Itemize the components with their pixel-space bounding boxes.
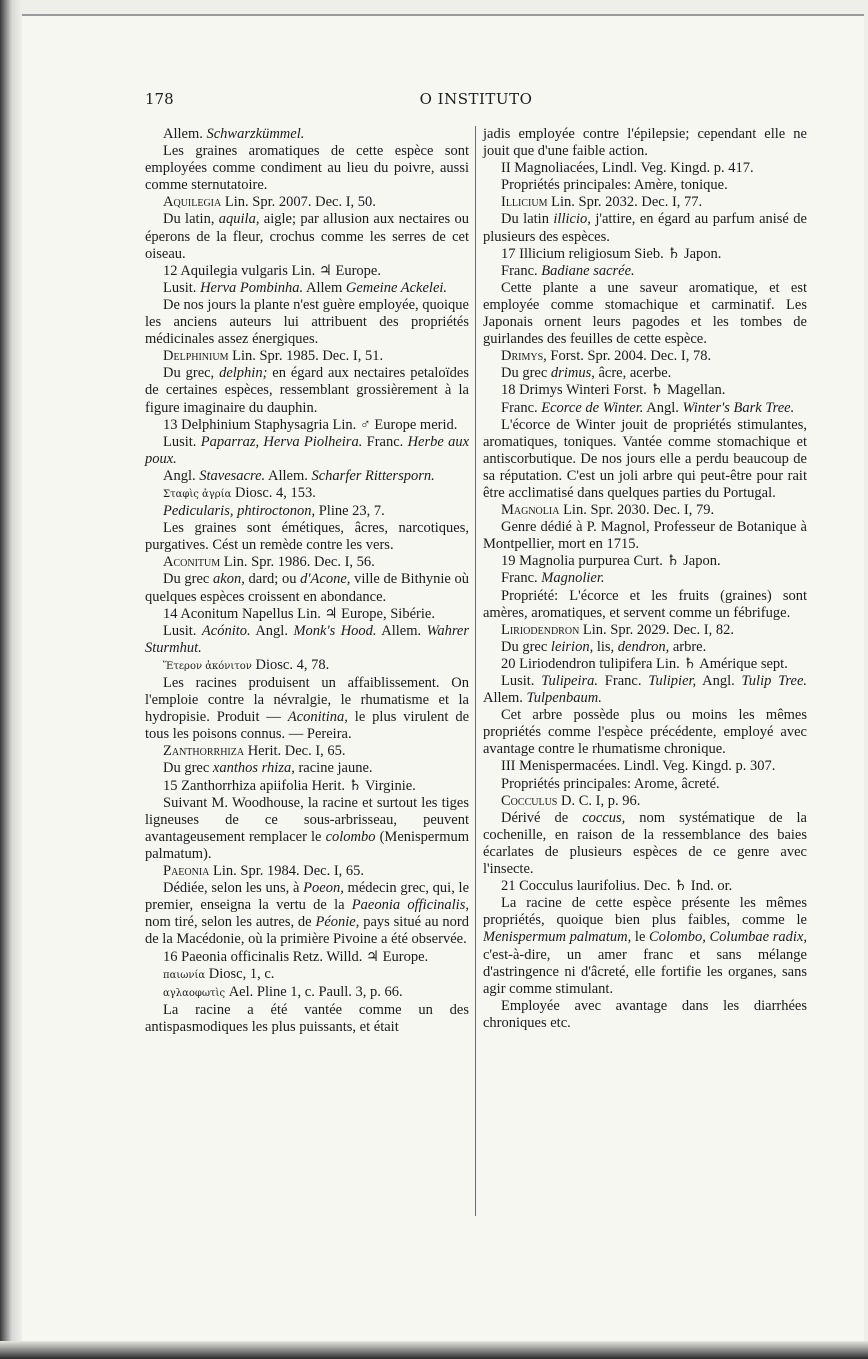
paragraph: L'écorce de Winter jouit de propriétés stimulantes, aromatiques, toniques. Vantée comme stomachique et antiscorbutique. De nos jours elle a perdu beaucoup de sa réputation. C'est un joli arbre qui peut-être pour rait être acclimatisé dans quelques parties du Portugal.	[483, 416, 807, 501]
running-header	[145, 90, 807, 112]
paragraph: Zanthorrhiza Herit. Dec. I, 65.	[163, 743, 346, 760]
paragraph: Du grec xanthos rhiza, racine jaune.	[163, 760, 373, 777]
paragraph: Lusit. Paparraz, Herva Piolheira. Franc. Herbe aux poux.	[145, 433, 470, 467]
paragraph: Cette plante a une saveur aromatique, et est employée comme stomachique et carminatif. Les Japonais ornent leurs pagodes et les tombes de guirlandes des feuilles de cette espèce.	[483, 279, 807, 348]
paragraph: Du latin illicio, j'attire, en égard au parfum anisé de plusieurs des espèces.	[483, 211, 807, 245]
paragraph: 13 Delphinium Staphysagria Lin. ♂ Europe merid.	[163, 416, 458, 433]
paragraph: Σταφὶς ἀγρία Diosc. 4, 153.	[163, 484, 316, 501]
paragraph: Franc. Ecorce de Winter. Angl. Winter's Bark Tree.	[501, 399, 795, 416]
paragraph: Suivant M. Woodhouse, la racine et surtout les tiges ligneuses de ce sous-arbrisseau, peuvent avantageusement remplacer le colombo (Menispermum palmatum).	[145, 794, 469, 862]
paragraph: 21 Cocculus laurifolius. Dec. ♄ Ind. or.	[501, 878, 733, 895]
paragraph: Allem. Schwarzkümmel.	[163, 126, 305, 142]
paragraph: 12 Aquilegia vulgaris Lin. ♃ Europe.	[163, 262, 381, 279]
paragraph: La racine de cette espèce présente les mêmes propriétés, quoique bien plus faibles, comme le Menispermum palmatum, le Colombo, Columbae radix, c'est-à-dire, un amer franc et sans mélange d'astringence ni d'âcreté, elle fortifie les organes, sans agir comme stimulant.	[483, 895, 808, 997]
paragraph: jadis employée contre l'épilepsie; cependant elle ne jouit que d'une faible action.	[483, 126, 807, 160]
paragraph: Les graines aromatiques de cette espèce sont employées comme condiment au lieu du poivre, aussi comme sternutatoire.	[145, 143, 469, 194]
paragraph: Du grec akon, dard; ou d'Acone, ville de Bithynie où quelques espèces croissent en abondance.	[145, 571, 469, 605]
paragraph: III Menispermacées. Lindl. Veg. Kingd. p. 307.	[501, 758, 776, 775]
paragraph: 15 Zanthorrhiza apiifolia Herit. ♄ Virginie.	[163, 777, 416, 794]
paragraph: Lusit. Acónito. Angl. Monk's Hood. Allem. Wahrer Sturmhut.	[145, 622, 470, 656]
paragraph: Les graines sont émétiques, âcres, narcotiques, purgatives. Cést un remède contre les vers.	[145, 520, 469, 554]
paragraph: Propriétés principales: Amère, tonique.	[501, 177, 728, 194]
scan-bottom-edge	[0, 1341, 868, 1359]
paragraph: Du grec, delphin; en égard aux nectaires petaloïdes de certaines espèces, ressemblant grossièrement à la figure imaginaire du dauphin.	[145, 365, 469, 416]
page-number: 178	[145, 90, 174, 108]
paragraph: Aquilegia Lin. Spr. 2007. Dec. I, 50.	[163, 194, 376, 211]
paragraph: Dérivé de coccus, nom systématique de la cochenille, en raison de la ressemblance des baies écarlates de plusieurs espèces de ce genre avec l'insecte.	[483, 809, 807, 878]
paragraph: Ἕτερον ἀκόνιτον Diosc. 4, 78.	[163, 656, 330, 673]
paragraph: 19 Magnolia purpurea Curt. ♄ Japon.	[501, 553, 721, 570]
paragraph: 20 Liriodendron tulipifera Lin. ♄ Amérique sept.	[501, 655, 788, 672]
paragraph: Lusit. Herva Pombinha. Allem Gemeine Ackelei.	[163, 279, 448, 296]
paragraph: Propriété: L'écorce et les fruits (graines) sont amères, aromatiques, et servent comme un fébrifuge.	[483, 587, 807, 621]
paragraph: Angl. Stavesacre. Allem. Scharfer Rittersporn.	[163, 467, 435, 484]
paragraph: De nos jours la plante n'est guère employée, quoique les anciens auteurs lui attribuent des propriétés médicinales assez énergiques.	[145, 296, 469, 348]
paragraph: παιωνία Diosc, 1, c.	[163, 965, 275, 982]
paragraph: Du grec leirion, lis, dendron, arbre.	[501, 638, 707, 655]
paragraph: Lusit. Tulipeira. Franc. Tulipier, Angl. Tulip Tree. Allem. Tulpenbaum.	[483, 673, 808, 707]
paragraph: Franc. Badiane sacrée.	[501, 262, 635, 279]
paragraph: Illicium Lin. Spr. 2032. Dec. I, 77.	[501, 194, 703, 211]
right-text-column	[483, 126, 807, 1032]
paragraph: 14 Aconitum Napellus Lin. ♃ Europe, Sibérie.	[163, 605, 435, 622]
paragraph: Aconitum Lin. Spr. 1986. Dec. I, 56.	[163, 554, 375, 571]
paragraph: αγλαοφωτὶς Ael. Pline 1, c. Paull. 3, p. 66.	[163, 983, 403, 1000]
paragraph: Pedicularis, phtiroctonon, Pline 23, 7.	[163, 503, 385, 520]
paragraph: 18 Drimys Winteri Forst. ♄ Magellan.	[501, 382, 726, 399]
paragraph: 17 Illicium religiosum Sieb. ♄ Japon.	[501, 245, 722, 262]
paragraph: Cet arbre possède plus ou moins les mêmes propriétés comme l'espèce précédente, employé avec avantage contre le rhumatisme chronique.	[483, 707, 807, 758]
paragraph: Delphinium Lin. Spr. 1985. Dec. I, 51.	[163, 348, 384, 365]
paragraph: Cocculus D. C. I, p. 96.	[501, 792, 641, 809]
paragraph: Liriodendron Lin. Spr. 2029. Dec. I, 82.	[501, 621, 734, 638]
paragraph: Propriétés principales: Arome, âcreté.	[501, 775, 720, 792]
paragraph: Drimys, Forst. Spr. 2004. Dec. I, 78.	[501, 348, 712, 365]
paragraph: Du grec drimus, âcre, acerbe.	[501, 365, 672, 382]
journal-title: O INSTITUTO	[419, 90, 533, 108]
paragraph: Du latin, aquila, aigle; par allusion aux nectaires ou éperons de la fleur, crochus comme les serres de cet oiseau.	[145, 211, 470, 262]
left-text-column	[145, 126, 469, 1036]
paragraph: Genre dédié à P. Magnol, Professeur de Botanique à Montpellier, mort en 1715.	[483, 519, 807, 553]
column-divider	[475, 126, 476, 1216]
paragraph: Franc. Magnolier.	[501, 570, 605, 587]
paragraph: Employée avec avantage dans les diarrhées chroniques etc.	[483, 997, 807, 1031]
paragraph: 16 Paeonia officinalis Retz. Willd. ♃ Europe.	[163, 948, 429, 965]
paragraph: Les racines produisent un affaiblissement. On l'emploie contre la névralgie, le rhumatisme et la hydropisie. Produit — Aconitina, le plus virulent de tous les poisons connus. — Pereira.	[145, 675, 470, 743]
paragraph: Magnolia Lin. Spr. 2030. Dec. I, 79.	[501, 502, 715, 519]
paragraph: Dédiée, selon les uns, à Poeon, médecin grec, qui, le premier, enseigna la vertu de la Paeonia officinalis, nom tiré, selon les autres, de Péonie, pays situé au nord de la Macédonie, où la primière Pivoine a été observée.	[145, 880, 470, 948]
paragraph: La racine a été vantée comme un des antispasmodiques les plus puissants, et était	[145, 1001, 469, 1035]
paragraph: Paeonia Lin. Spr. 1984. Dec. I, 65.	[163, 863, 365, 880]
paragraph: II Magnoliacées, Lindl. Veg. Kingd. p. 417.	[501, 160, 754, 177]
